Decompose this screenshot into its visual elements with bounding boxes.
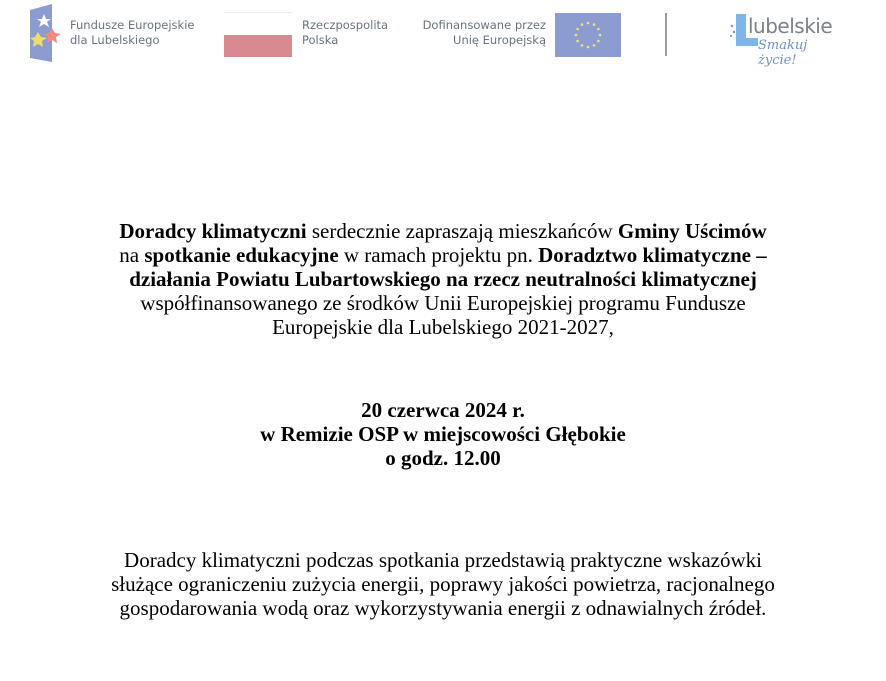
rp-logo-text: Rzeczpospolita Polska [302,18,389,47]
event-time: o godz. 12.00 [385,446,501,470]
invitation-paragraph: Doradcy klimatyczni serdecznie zapraszają mieszkańców Gminy Uścimów na spotkanie edukacyjne w ramach projektu pn. Doradztwo klimatyczne – działania Powiatu Lubartowskiego na rzecz neutralności klimatycznej współfinansowanego ze środków Unii Europejskiej programu Fundusze Europejskie dla Lubelskiego 2021-2027, [119,219,767,339]
polish-flag-icon [224,12,292,57]
logo-bar [0,0,886,70]
fe-logo-text: Fundusze Europejskie dla Lubelskiego [70,18,195,47]
event-details [20,398,866,470]
description-paragraph: Doradcy klimatyczni podczas spotkania przedstawią praktyczne wskazówki służące ograniczeniu zużycia energii, poprawy jakości powietrza, racjonalnego gospodarowania wodą oraz wykorzystywania energii z odnawialnych źródeł. [111,548,775,620]
event-place: w Remizie OSP w miejscowości Głębokie [260,422,626,446]
fundusze-europejskie-icon [30,4,64,62]
eu-flag-icon [555,13,621,57]
lubelskie-slogan: Smakuj życie! [758,38,808,68]
lubelskie-name: lubelskie [748,14,833,38]
logo-divider [665,13,667,56]
event-date: 20 czerwca 2024 r. [361,398,525,422]
eu-logo-text: Dofinansowane przez Unię Europejską [422,18,546,47]
lubelskie-logo [708,10,838,68]
